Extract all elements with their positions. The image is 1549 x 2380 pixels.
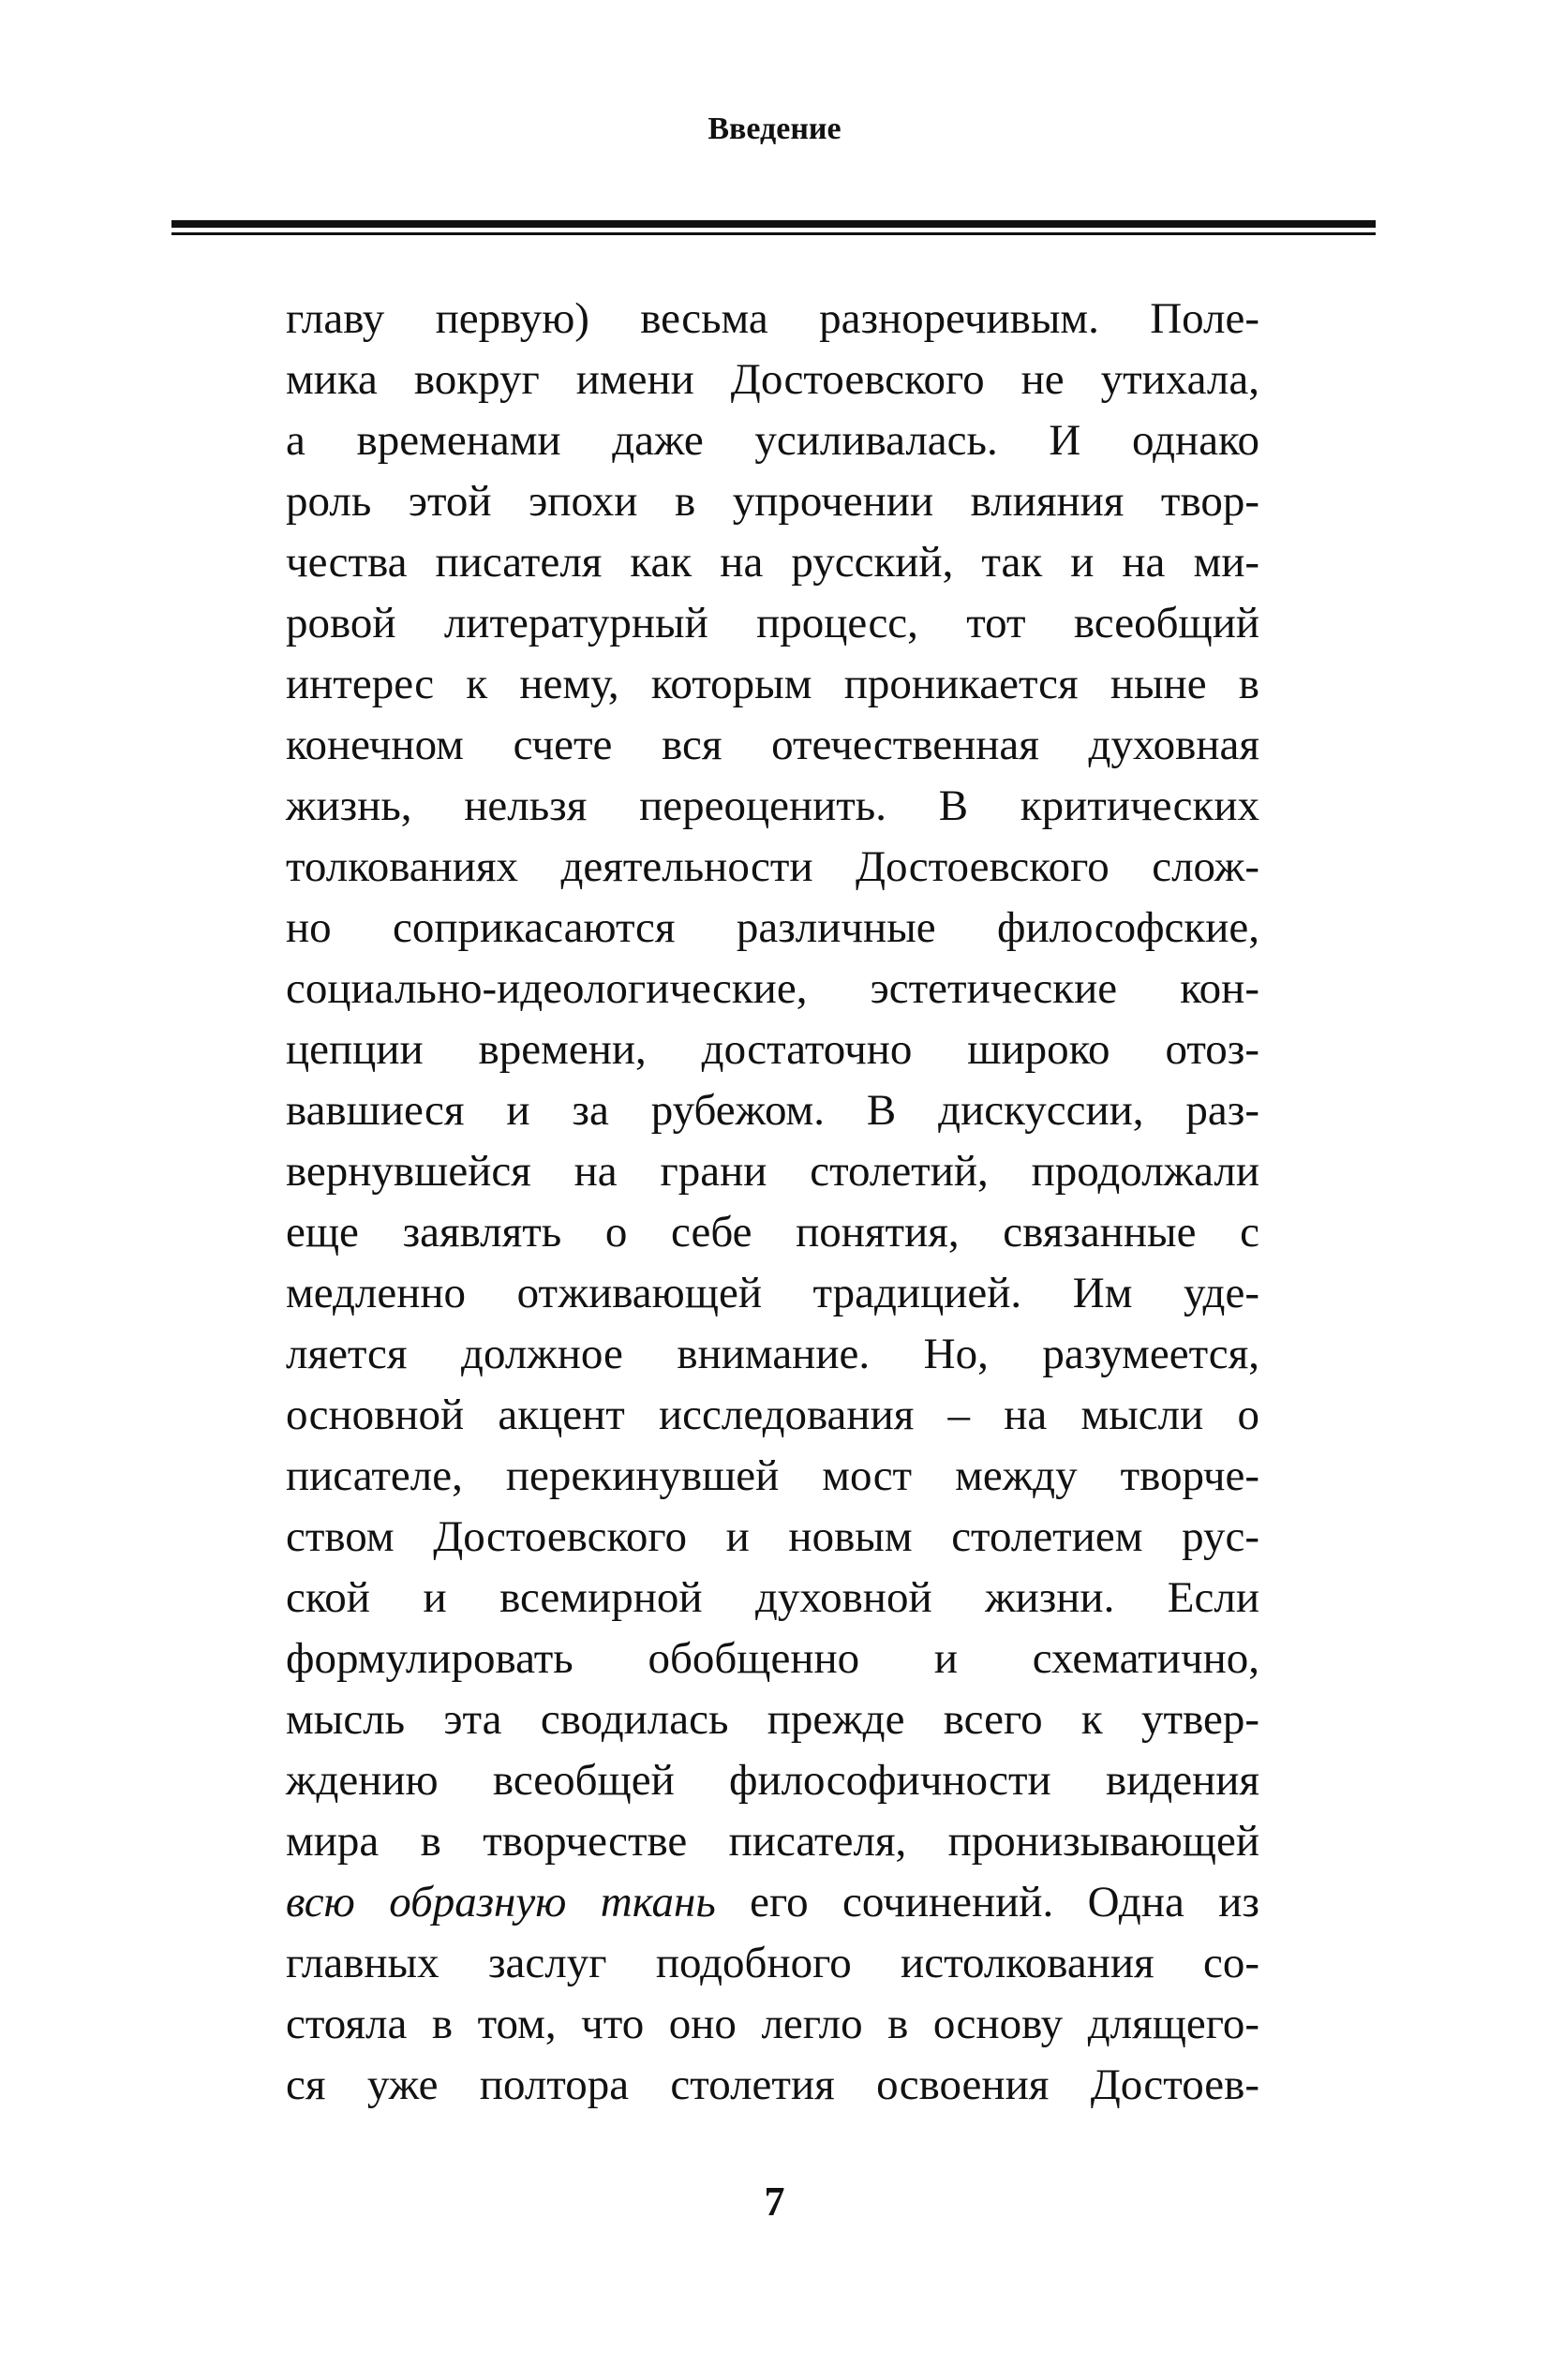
text-line: формулировать обобщенно и схематично, <box>286 1634 1259 1683</box>
text-line: вернувшейся на грани столетий, продолжали <box>286 1147 1259 1196</box>
text-line: основной акцент исследования – на мысли о <box>286 1391 1259 1439</box>
text-line: толкованиях деятельности Достоевского слож- <box>286 842 1259 891</box>
text-line: но соприкасаются различные философские, <box>286 903 1259 952</box>
text-line-with-italic <box>286 1872 1259 1933</box>
text-line: мира в творчестве писателя, пронизывающей <box>286 1817 1259 1866</box>
text-line: главных заслуг подобного истолкования со- <box>286 1939 1259 1987</box>
text-line: еще заявлять о себе понятия, связанные с <box>286 1208 1259 1257</box>
text-line: социально-идеологические, эстетические кон- <box>286 964 1259 1013</box>
text-line: ровой литературный процесс, тот всеобщий <box>286 599 1259 647</box>
text-line: медленно отживающей традицией. Им уде- <box>286 1269 1259 1317</box>
text-segment: его сочинений. Одна из <box>715 1878 1259 1926</box>
text-line: цепции времени, достаточно широко отоз- <box>286 1025 1259 1074</box>
body-text <box>286 289 1259 2116</box>
text-line: мика вокруг имени Достоевского не утихала, <box>286 355 1259 404</box>
header-rule-thick <box>171 220 1376 228</box>
text-line: конечном счете вся отечественная духовная <box>286 721 1259 769</box>
text-line: роль этой эпохи в упрочении влияния твор- <box>286 477 1259 526</box>
italic-phrase: всю образную ткань <box>286 1878 716 1926</box>
text-line: ждению всеобщей философичности видения <box>286 1756 1259 1805</box>
text-line: ляется должное внимание. Но, разумеется, <box>286 1330 1259 1378</box>
text-line: чества писателя как на русский, так и на ми- <box>286 538 1259 587</box>
text-line: ством Достоевского и новым столетием рус- <box>286 1512 1259 1561</box>
text-line: вавшиеся и за рубежом. В дискуссии, раз- <box>286 1086 1259 1135</box>
text-line: интерес к нему, которым проникается ныне в <box>286 660 1259 708</box>
text-line: ся уже полтора столетия освоения Достоев- <box>286 2060 1259 2109</box>
text-line: стояла в том, что оно легло в основу длящего- <box>286 2000 1259 2048</box>
text-line: жизнь, нельзя переоценить. В критических <box>286 781 1259 830</box>
text-line: а временами даже усиливалась. И однако <box>286 416 1259 465</box>
text-line: мысль эта сводилась прежде всего к утвер- <box>286 1695 1259 1744</box>
text-line: писателе, перекинувшей мост между творче- <box>286 1451 1259 1500</box>
running-title: Введение <box>707 112 842 146</box>
page-number: 7 <box>764 2179 785 2224</box>
text-line: ской и всемирной духовной жизни. Если <box>286 1573 1259 1622</box>
text-line: главу первую) весьма разноречивым. Поле- <box>286 294 1259 343</box>
header-rule-thin <box>171 232 1376 235</box>
